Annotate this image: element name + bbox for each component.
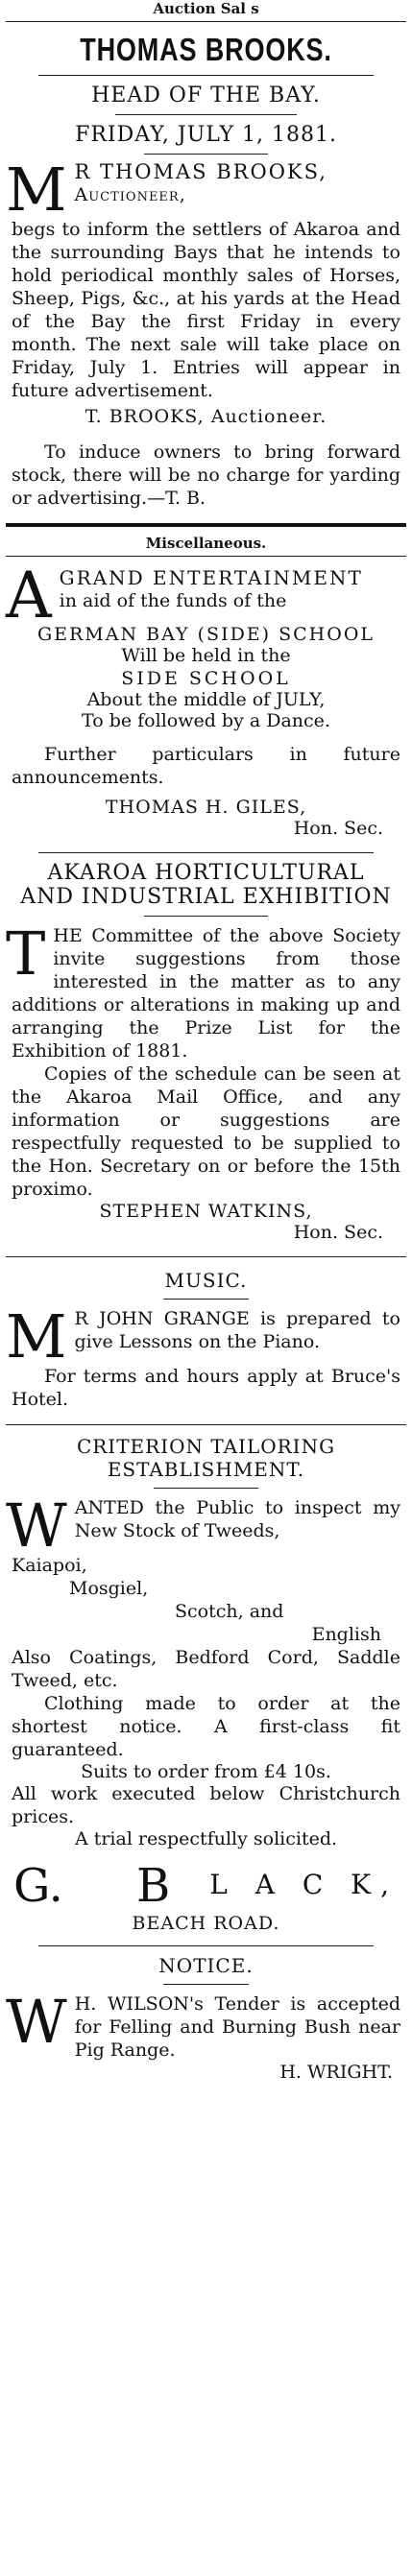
ad-place: HEAD OF THE BAY. [91, 83, 321, 107]
ad-signature: STEPHEN WATKINS, [99, 1201, 313, 1222]
sig-letter: L A C K, [209, 1869, 399, 1900]
ad-line: Auctioneer, [74, 184, 186, 205]
rule [115, 114, 297, 115]
tweed-item: Kaiapoi, [12, 1555, 87, 1576]
rule [38, 75, 374, 76]
ad-title: AND INDUSTRIAL EXHIBITION [20, 885, 392, 909]
ad-line: To be followed by a Dance. [82, 710, 330, 731]
ad-body: Also Coatings, Bedford Cord, Saddle Tweed, etc. [12, 1647, 400, 1691]
ad-body: Copies of the schedule can be seen at the Akaroa Mail Office, and any information or suggestions are respectfully requested to be supplied to the Hon. Secretary on or before the 15th proximo. [12, 1063, 400, 1200]
ad-criterion-tailoring [0, 1435, 412, 1934]
ad-body: R JOHN GRANGE is prepared to give Lessons on the Piano. [74, 1308, 400, 1352]
rule [6, 1256, 406, 1257]
ad-body: HE Committee of the above Society invite suggestions from those interested in the matter as to any additions or alterations in making up and arranging the Prize List for the Exhibition of 1881. [12, 925, 400, 1061]
ad-title: ESTABLISHMENT. [107, 1458, 305, 1481]
ad-body: ANTED the Public to inspect my New Stock of Tweeds, [74, 1497, 400, 1541]
ad-body: Further particulars in future announcements. [12, 744, 400, 788]
ad-note: To induce owners to bring forward stock, there will be no charge for yarding or advertising.—T. B. [12, 441, 400, 509]
ad-signature: H. WRIGHT. [279, 2062, 393, 2083]
section-header-misc: Miscellaneous. [145, 535, 267, 552]
ad-body: For terms and hours apply at Bruce's Hotel. [12, 1366, 400, 1410]
ad-signature-block [0, 1859, 412, 1913]
ad-title: CRITERION TAILORING [76, 1435, 336, 1458]
rule [163, 1984, 249, 1985]
drop-cap: M [6, 155, 67, 225]
ad-signature: T. BROOKS, Auctioneer. [85, 406, 327, 427]
ad-address: BEACH ROAD. [132, 1913, 280, 1934]
drop-cap: A [6, 559, 52, 632]
ad-thomas-brooks [0, 32, 412, 510]
ad-german-bay [0, 559, 412, 839]
tweed-item: English [311, 1624, 381, 1645]
drop-cap: T [6, 918, 46, 989]
ad-line: R THOMAS BROOKS, [74, 160, 327, 183]
ad-role: Hon. Sec. [293, 818, 383, 839]
drop-cap: W [6, 1491, 67, 1561]
ad-title: AKAROA HORTICULTURAL [47, 861, 365, 885]
ad-title: NOTICE. [158, 1954, 254, 1977]
section-header-auction: Auction Sal s [153, 0, 259, 17]
ad-body: H. WILSON's Tender is accepted for Felling and Burning Bush near Pig Range. [74, 1993, 400, 2061]
ad-date: FRIDAY, JULY 1, 1881. [75, 123, 337, 147]
rule [144, 154, 268, 155]
ad-title: THOMAS BROOKS. [80, 32, 332, 67]
rule [38, 852, 374, 853]
ad-akaroa-exhibition [0, 861, 412, 1243]
rule [6, 1424, 406, 1425]
ad-notice [0, 1954, 412, 2083]
ad-signature: THOMAS H. GILES, [105, 797, 307, 818]
rule [6, 21, 406, 22]
ad-line: Will be held in the [121, 645, 291, 666]
ad-line: SIDE SCHOOL [121, 668, 291, 689]
sig-letter: B [136, 1859, 171, 1913]
ad-music [0, 1269, 412, 1411]
ad-line: GERMAN BAY (SIDE) SCHOOL [36, 624, 376, 645]
ad-line: in aid of the funds of the [59, 590, 287, 611]
drop-cap: W [6, 1987, 67, 2057]
thick-rule [6, 523, 406, 527]
ad-line: GRAND ENTERTAINMENT [59, 566, 363, 589]
sig-letter: G. [13, 1859, 63, 1913]
rule [163, 1299, 249, 1300]
ad-line: About the middle of JULY, [86, 689, 326, 710]
tweed-item: Scotch, and [175, 1601, 284, 1622]
ad-title: MUSIC. [164, 1269, 248, 1292]
ad-body-block [0, 155, 412, 510]
ad-role: Hon. Sec. [293, 1222, 383, 1243]
ad-body: Clothing made to order at the shortest notice. A first-class fit guaranteed. [12, 1693, 400, 1760]
ad-body: A trial respectfully solicited. [74, 1828, 338, 1849]
rule [144, 916, 268, 917]
rule [154, 1488, 258, 1489]
drop-cap: M [6, 1301, 67, 1371]
ad-body: Suits to order from £4 10s. [81, 1761, 331, 1782]
ad-body: All work executed below Christchurch prices. [12, 1783, 400, 1827]
rule [6, 556, 406, 557]
tweed-item: Mosgiel, [69, 1578, 149, 1599]
rule [38, 1945, 374, 1946]
ad-body: begs to inform the settlers of Akaroa and the surrounding Bays that he intends to hold periodical monthly sales of Horses, Sheep, Pigs, &c., at his yards at the Head of the Bay the first Friday in every month. The next sale will take place on Friday, July 1. Entries will appear in future advertisement. [12, 219, 400, 401]
